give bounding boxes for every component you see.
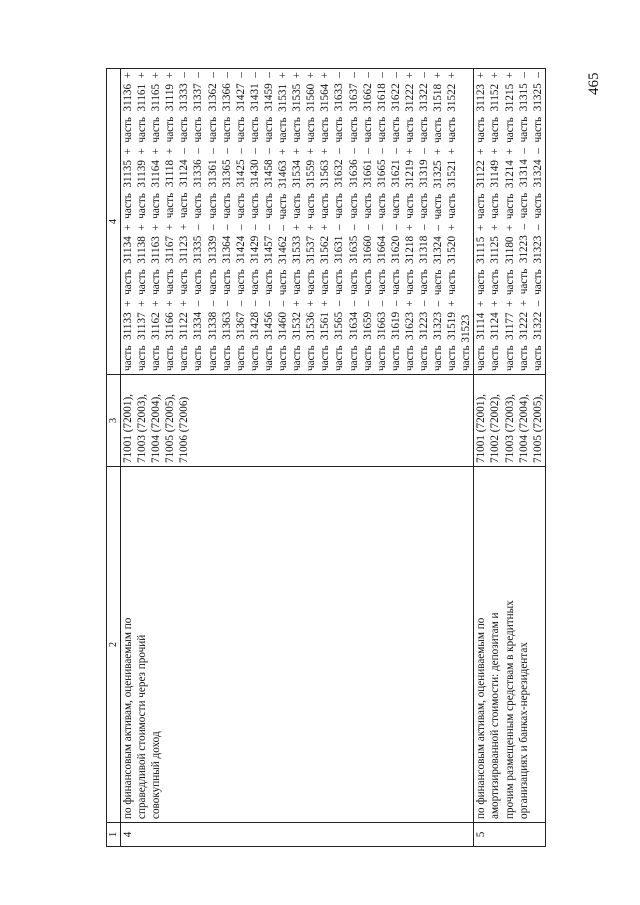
code-line: 71003 (72003), (136, 394, 149, 463)
description-line: справедливой стоимости через прочий (136, 634, 149, 819)
account-line: часть 31565 – часть 31631 – часть 31632 – часть 31633 – (333, 72, 346, 371)
account-line: часть 31322 – часть 31323 – часть 31324 – часть 31325 – (531, 72, 544, 371)
account-line: часть 31456 – часть 31457 – часть 31458 – часть 31459 – (262, 72, 275, 371)
code-line: 71005 (72005), (164, 394, 177, 463)
account-line: часть 31137 + часть 31138 + часть 31139 + часть 31161 + (136, 72, 149, 371)
account-line: часть 31162 + часть 31163 + часть 31164 + часть 31165 + (150, 72, 163, 371)
code-line: 71001 (72001), (122, 394, 134, 463)
code-line: 71003 (72003), (503, 394, 516, 463)
account-line: часть 31124 + часть 31125 + часть 31149 + часть 31152 + (489, 72, 502, 371)
code-line: 71002 (72002), (489, 394, 502, 463)
row-codes (474, 375, 545, 467)
description-line: по финансовым активам, оцениваемым по (122, 617, 134, 819)
row-accounts (121, 69, 474, 375)
table-row (121, 69, 474, 847)
account-line: часть 31663 – часть 31664 – часть 31665 – часть 31618 – (375, 72, 388, 371)
header-col-2: 2 (107, 467, 121, 823)
row-codes (121, 375, 474, 467)
header-col-4: 4 (107, 69, 121, 375)
header-col-1: 1 (107, 823, 121, 847)
row-description (121, 467, 474, 823)
account-line: часть 31166 + часть 31167 + часть 31118 + часть 31119 + (164, 72, 177, 371)
description-line: совокупный доход (150, 731, 163, 819)
row-number: 4 (121, 823, 474, 847)
page-number: 465 (586, 72, 602, 95)
row-accounts (474, 69, 545, 375)
row-description (474, 467, 545, 823)
description-line: организациях и банках-нерезидентах (517, 642, 530, 819)
account-line: часть 31659 – часть 31660 – часть 31661 – часть 31662 – (361, 72, 374, 371)
account-line: часть 31177 + часть 31180 + часть 31214 + часть 31215 + (503, 72, 516, 371)
code-line: 71001 (72001), (475, 394, 488, 463)
account-line: часть 31133 + часть 31134 + часть 31135 + часть 31136 + (122, 72, 134, 371)
account-line: часть 31114 + часть 31115 + часть 31122 + часть 31123 + (475, 72, 488, 371)
row-number: 5 (474, 823, 545, 847)
code-line: 71004 (72004), (150, 394, 163, 463)
account-line: часть 31634 – часть 31635 – часть 31636 – часть 31637 – (347, 72, 360, 371)
table-header-row (107, 69, 121, 847)
account-line: часть 31536 + часть 31537 + часть 31559 + часть 31560 + (305, 72, 318, 371)
description-line: по финансовым активам, оцениваемым по (475, 617, 488, 819)
account-line: часть 31561 + часть 31562 + часть 31563 + часть 31564 + (319, 72, 332, 371)
account-line: часть 31363 – часть 31364 – часть 31365 – часть 31366 – (220, 72, 233, 371)
account-line: часть 31532 + часть 31533 + часть 31534 + часть 31535 + (291, 72, 304, 371)
account-line: часть 31223 – часть 31318 – часть 31319 – часть 31322 – (417, 72, 430, 371)
description-line: прочим размещенным средствам в кредитных (503, 600, 516, 819)
code-line: 71004 (72004), (517, 394, 530, 463)
account-line: часть 31222 + часть 31223 – часть 31314 – часть 31315 – (517, 72, 530, 371)
account-line: часть 31623 + часть 31218 + часть 31219 + часть 31222 + (403, 72, 416, 371)
account-line: часть 31460 – часть 31462 – часть 31463 + часть 31531 + (277, 72, 290, 371)
account-line: часть 31367 – часть 31424 – часть 31425 – часть 31427 – (234, 72, 247, 371)
description-line: амортизированной стоимости: депозитам и (489, 612, 502, 819)
account-line: часть 31619 – часть 31620 – часть 31621 – часть 31622 – (389, 72, 402, 371)
document-table (106, 68, 546, 847)
table-row (474, 69, 545, 847)
account-line: часть 31338 – часть 31339 – часть 31361 – часть 31362 – (206, 72, 219, 371)
header-col-3: 3 (107, 375, 121, 467)
account-line: часть 31428 – часть 31429 – часть 31430 – часть 31431 – (248, 72, 261, 371)
account-line: часть 31523 (460, 314, 473, 371)
account-line: часть 31519 + часть 31520 + часть 31521 + часть 31522 + (446, 72, 459, 371)
account-line: часть 31122 + часть 31123 + часть 31124 – часть 31333 – (178, 72, 191, 371)
code-line: 71005 (72005), (531, 394, 544, 463)
account-line: часть 31323 – часть 31324 – часть 31325 + часть 31518 + (432, 72, 445, 371)
code-line: 71006 (72006) (178, 396, 191, 463)
account-line: часть 31334 – часть 31335 – часть 31336 – часть 31337 – (192, 72, 205, 371)
